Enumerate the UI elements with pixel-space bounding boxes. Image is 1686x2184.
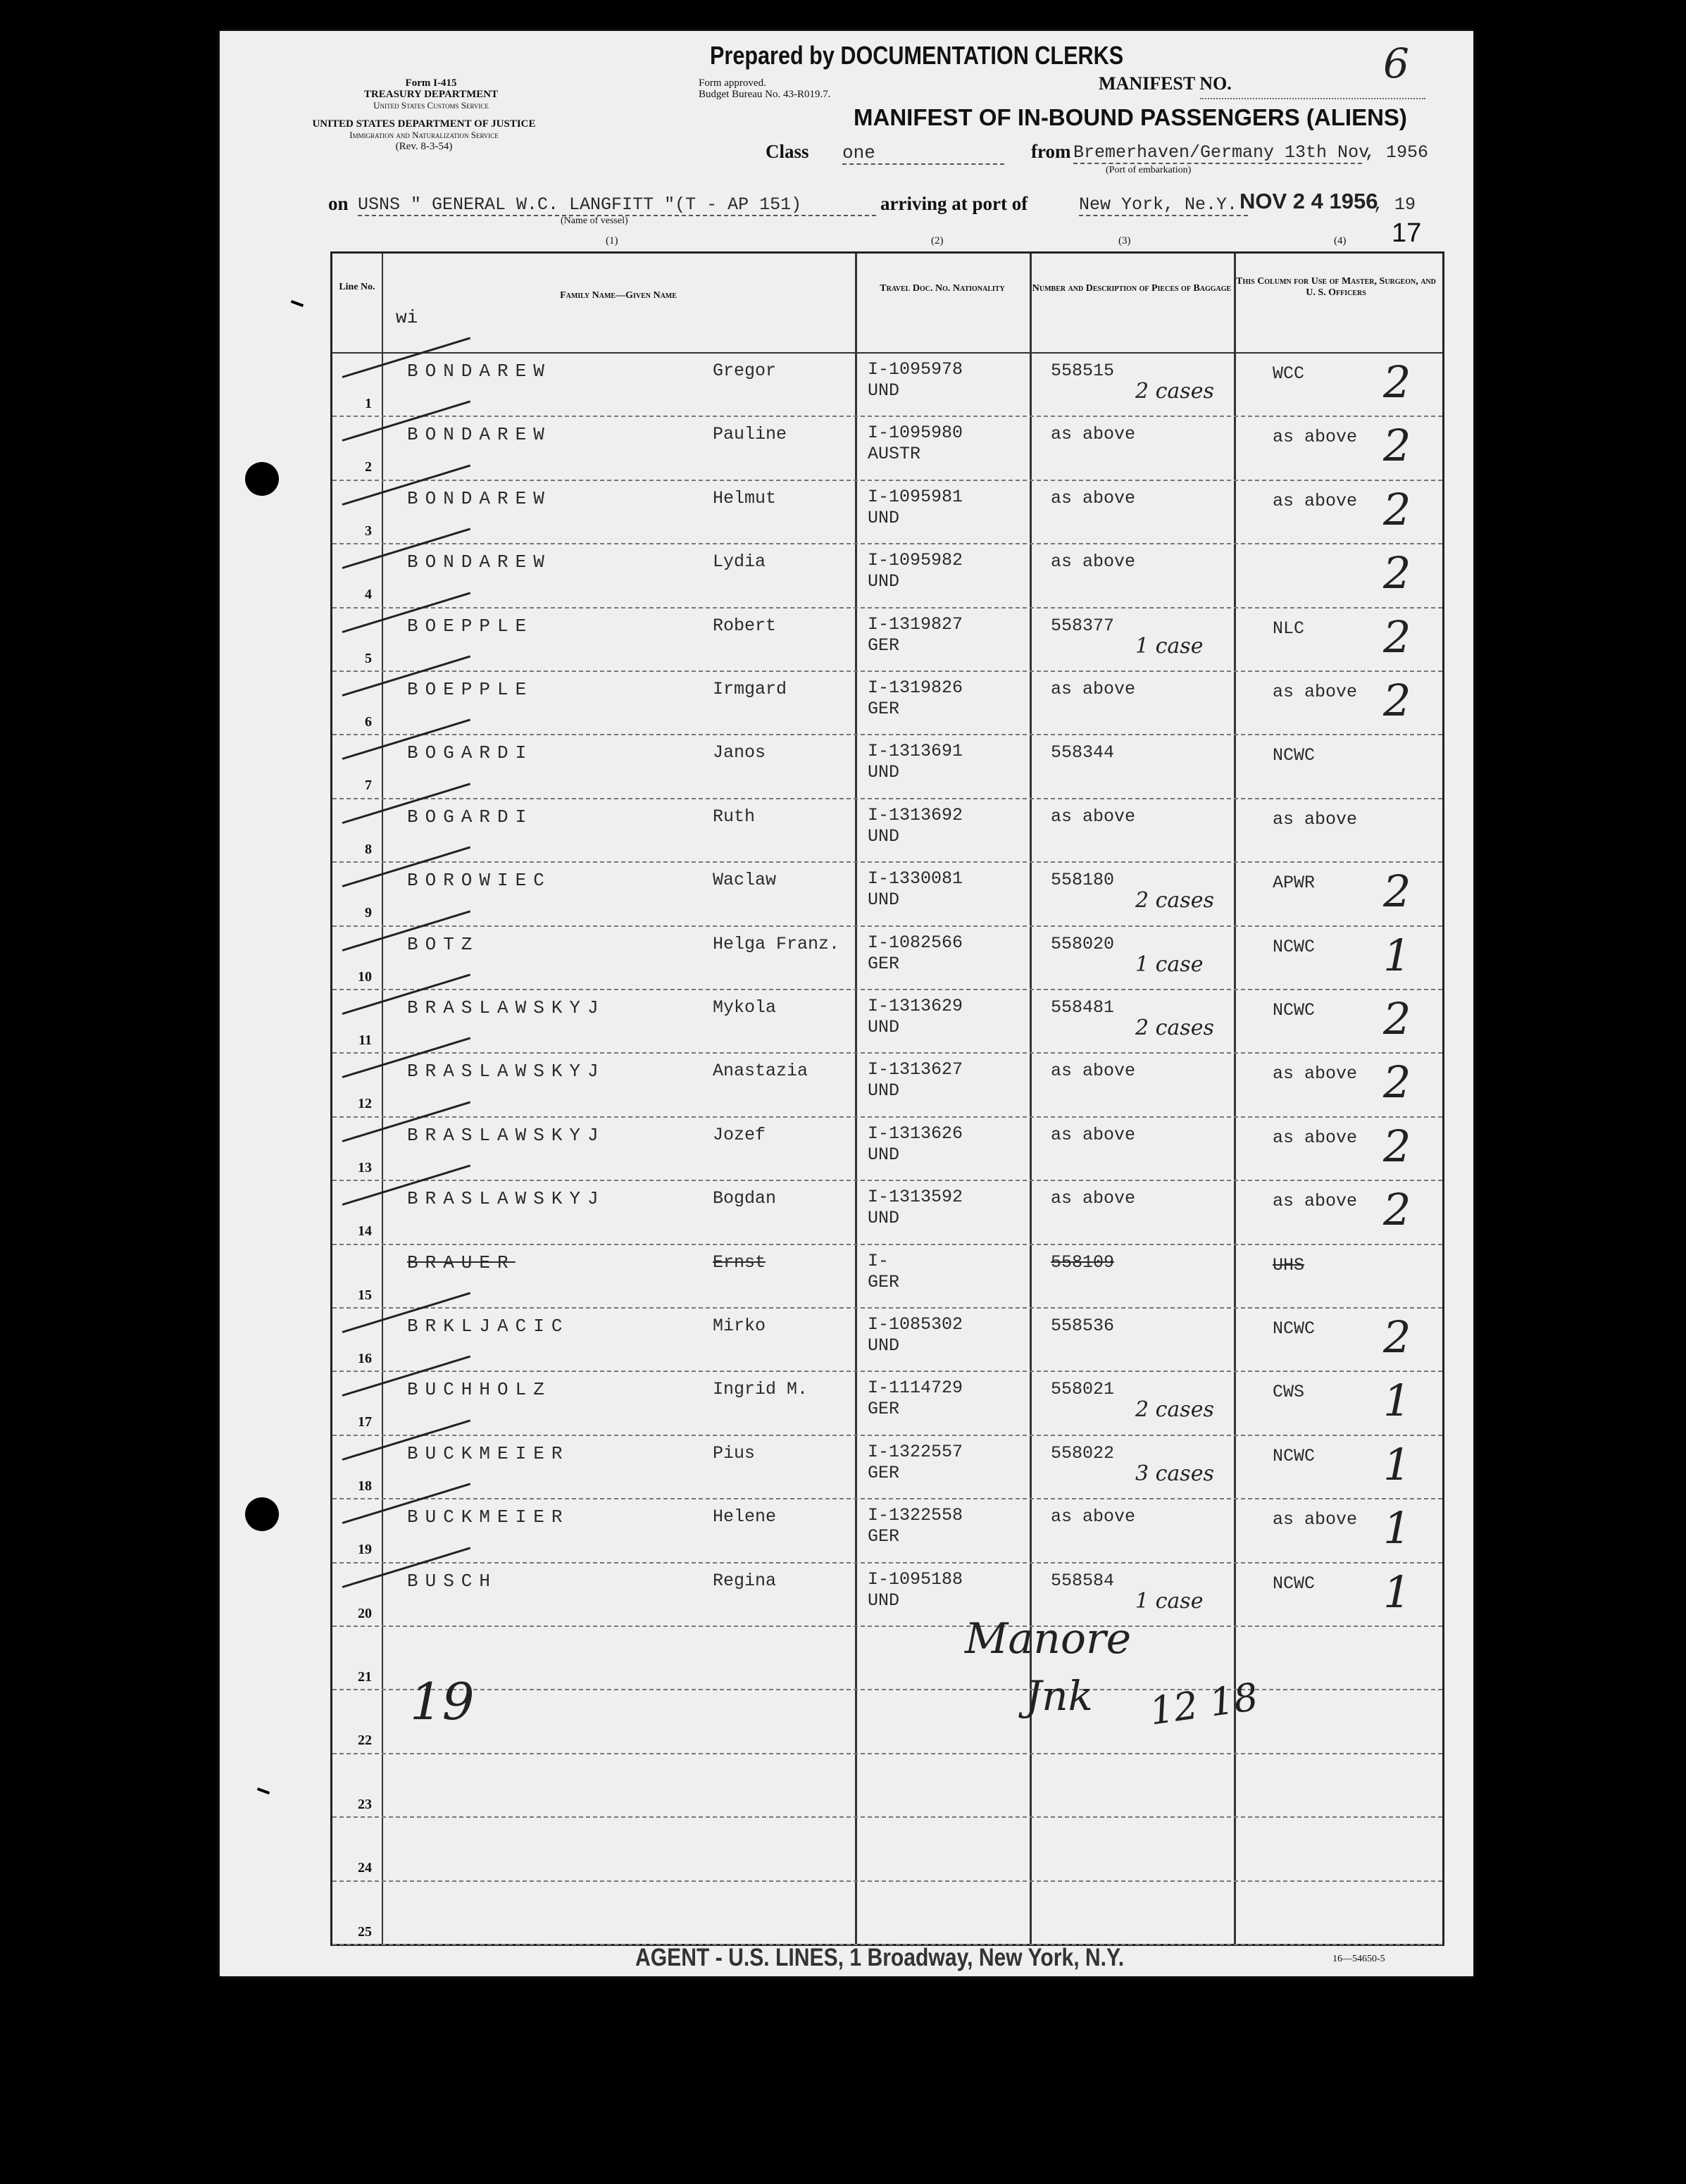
baggage-note: 3 cases bbox=[1135, 1461, 1214, 1486]
line-number: 19 bbox=[358, 1542, 372, 1558]
travel-doc-number: I-1095982 bbox=[868, 550, 963, 571]
line-number: 2 bbox=[365, 459, 372, 475]
travel-doc-number: I-1114729 bbox=[868, 1378, 963, 1399]
officer-code: as above bbox=[1273, 427, 1358, 448]
baggage-note: 2 cases bbox=[1135, 379, 1214, 404]
col-marker-2: (2) bbox=[931, 235, 944, 247]
prepared-by-stamp: Prepared by DOCUMENTATION CLERKS bbox=[710, 41, 1124, 70]
col-header-name: Family Name—Given Name bbox=[560, 290, 677, 301]
baggage-number: 558536 bbox=[1051, 1316, 1115, 1336]
arriving-label: arriving at port of bbox=[880, 193, 1028, 214]
from-year: , 1956 bbox=[1365, 142, 1429, 163]
given-name: Regina bbox=[713, 1570, 777, 1591]
table-row bbox=[332, 925, 1442, 990]
baggage-note: 1 case bbox=[1135, 1588, 1204, 1614]
line-number: 22 bbox=[358, 1733, 372, 1749]
travel-doc-number: I-1313629 bbox=[868, 996, 963, 1016]
nationality: UND bbox=[868, 1080, 900, 1102]
officer-code: as above bbox=[1273, 1509, 1358, 1530]
line-number: 14 bbox=[358, 1223, 372, 1240]
tally-mark: 2 bbox=[1383, 611, 1411, 663]
given-name: Lydia bbox=[713, 551, 766, 573]
travel-doc-number: I- bbox=[868, 1250, 889, 1271]
family-name: BONDAREW bbox=[407, 424, 551, 446]
handwritten-date-note: 12 18 bbox=[1147, 1674, 1261, 1734]
manifest-no-line bbox=[1200, 98, 1425, 99]
col-header-line-no: Line No. bbox=[339, 282, 375, 292]
nationality: UND bbox=[868, 380, 900, 401]
baggage-number: 558584 bbox=[1051, 1570, 1115, 1591]
baggage-number: as above bbox=[1051, 551, 1136, 573]
nationality: UND bbox=[868, 1144, 900, 1165]
nationality: GER bbox=[868, 1526, 900, 1547]
line-number: 4 bbox=[365, 587, 372, 603]
class-value: one bbox=[842, 142, 1004, 165]
line-number: 12 bbox=[358, 1096, 372, 1112]
travel-doc-number: I-1095981 bbox=[868, 486, 963, 507]
baggage-number: as above bbox=[1051, 1124, 1136, 1145]
arrival-port: New York, Ne.Y. bbox=[1079, 194, 1248, 216]
family-name: BOROWIEC bbox=[407, 870, 551, 892]
baggage-number: 558021 bbox=[1051, 1379, 1115, 1400]
family-name: BUCKMEIER bbox=[407, 1506, 570, 1528]
agent-footer: AGENT - U.S. LINES, 1 Broadway, New York, N.Y. bbox=[635, 1944, 1125, 1971]
travel-doc-number: I-1095978 bbox=[868, 359, 963, 380]
given-name: Waclaw bbox=[713, 870, 777, 891]
tally-mark: 2 bbox=[1383, 675, 1411, 726]
line-number: 10 bbox=[358, 968, 372, 985]
line-number: 16 bbox=[358, 1351, 372, 1366]
family-name: BRAUER bbox=[407, 1252, 516, 1273]
line-number: 18 bbox=[358, 1478, 372, 1494]
officer-code: as above bbox=[1273, 490, 1358, 511]
baggage-note: 2 cases bbox=[1135, 1397, 1214, 1423]
officer-code: as above bbox=[1273, 809, 1358, 830]
tally-mark: 1 bbox=[1383, 1502, 1411, 1554]
manifest-number: 6 bbox=[1383, 39, 1409, 87]
form-number: Form I-415 bbox=[405, 77, 457, 89]
family-name: BONDAREW bbox=[407, 361, 551, 382]
form-revision: (Rev. 8-3-54) bbox=[395, 141, 453, 152]
table-row bbox=[332, 1562, 1442, 1627]
given-name: Mirko bbox=[713, 1316, 766, 1336]
officer-code: NCWC bbox=[1273, 745, 1316, 766]
nationality: GER bbox=[868, 1399, 900, 1420]
col-marker-4: (4) bbox=[1334, 235, 1347, 247]
baggage-note: 2 cases bbox=[1135, 888, 1214, 913]
travel-doc-number: I-1313592 bbox=[868, 1187, 963, 1208]
nationality: UND bbox=[868, 890, 900, 911]
officer-code: NCWC bbox=[1273, 1318, 1316, 1339]
line-number: 3 bbox=[365, 523, 372, 539]
col-header-officers: This Column for Use of Master, Surgeon, and U. S. Officers bbox=[1236, 276, 1436, 298]
baggage-number: as above bbox=[1051, 1061, 1136, 1082]
baggage-number: as above bbox=[1051, 1506, 1136, 1528]
family-name: BRASLAWSKYJ bbox=[407, 1061, 606, 1082]
travel-doc-number: I-1095980 bbox=[868, 423, 963, 444]
manifest-no-label: MANIFEST NO. bbox=[1099, 73, 1232, 94]
table-row bbox=[332, 1689, 1442, 1754]
baggage-number: as above bbox=[1051, 424, 1136, 445]
nationality: GER bbox=[868, 635, 900, 656]
class-label: Class bbox=[766, 141, 809, 162]
baggage-number: 558180 bbox=[1051, 870, 1115, 891]
port-embarkation-caption: (Port of embarkation) bbox=[1106, 165, 1192, 175]
travel-doc-number: I-1319827 bbox=[868, 613, 963, 635]
family-name: BOEPPLE bbox=[407, 615, 534, 637]
travel-doc-number: I-1313692 bbox=[868, 804, 963, 825]
officer-code: NLC bbox=[1273, 618, 1305, 639]
family-name: BRASLAWSKYJ bbox=[407, 1188, 606, 1210]
baggage-number: 558020 bbox=[1051, 933, 1115, 954]
manifest-page bbox=[220, 31, 1473, 1976]
family-name: BONDAREW bbox=[407, 487, 551, 509]
table-row bbox=[332, 989, 1442, 1054]
baggage-number: as above bbox=[1051, 806, 1136, 827]
table-row bbox=[332, 798, 1442, 863]
justice-dept: UNITED STATES DEPARTMENT OF JUSTICE bbox=[312, 118, 536, 130]
family-name: BUSCH bbox=[407, 1570, 498, 1592]
line-number: 13 bbox=[358, 1159, 372, 1175]
line-number: 7 bbox=[365, 778, 372, 794]
given-name: Pauline bbox=[713, 424, 787, 445]
col-header-travel-doc: Travel Doc. No. Nationality bbox=[880, 283, 1005, 294]
family-name: BONDAREW bbox=[407, 551, 551, 573]
nationality: GER bbox=[868, 1271, 900, 1292]
officer-code: NCWC bbox=[1273, 1000, 1316, 1021]
travel-doc-number: I-1082566 bbox=[868, 932, 963, 953]
tally-mark: 2 bbox=[1383, 547, 1411, 599]
punch-hole-bottom bbox=[245, 1497, 279, 1531]
given-name: Helga Franz. bbox=[713, 933, 840, 954]
table-row bbox=[332, 480, 1442, 544]
given-name: Ernst bbox=[713, 1252, 766, 1273]
line-number: 6 bbox=[365, 714, 372, 730]
baggage-number: 558515 bbox=[1051, 361, 1115, 381]
given-name: Helmut bbox=[713, 487, 777, 508]
budget-bureau: Budget Bureau No. 43-R019.7. bbox=[699, 89, 831, 100]
passenger-table bbox=[330, 251, 1444, 1946]
line-number: 17 bbox=[358, 1414, 372, 1430]
table-row bbox=[332, 1052, 1442, 1117]
officer-code: WCC bbox=[1273, 363, 1305, 384]
handwritten-initials: Jnk bbox=[1025, 1672, 1093, 1720]
travel-doc-number: I-1313627 bbox=[868, 1059, 963, 1080]
from-label: from bbox=[1031, 141, 1071, 162]
family-name: BRKLJACIC bbox=[407, 1316, 570, 1337]
given-name: Mykola bbox=[713, 997, 777, 1018]
table-row bbox=[332, 1180, 1442, 1244]
line-number: 8 bbox=[365, 841, 372, 857]
family-name: BUCKMEIER bbox=[407, 1442, 570, 1464]
table-row bbox=[332, 1371, 1442, 1435]
tally-mark: 1 bbox=[1383, 1438, 1411, 1490]
col-marker-1: (1) bbox=[606, 235, 618, 247]
treasury-dept: TREASURY DEPARTMENT bbox=[363, 89, 499, 100]
top-annotation: wi bbox=[396, 307, 418, 328]
travel-doc-number: I-1322558 bbox=[868, 1505, 963, 1526]
given-name: Bogdan bbox=[713, 1188, 777, 1209]
nationality: UND bbox=[868, 507, 900, 528]
line-number: 1 bbox=[365, 396, 372, 411]
family-name: BRASLAWSKYJ bbox=[407, 1124, 606, 1146]
nationality: UND bbox=[868, 825, 900, 847]
officer-code: CWS bbox=[1273, 1382, 1305, 1403]
officer-code: NCWC bbox=[1273, 1573, 1316, 1594]
punch-hole-top bbox=[245, 462, 279, 496]
officer-code: NCWC bbox=[1273, 1445, 1316, 1466]
given-name: Anastazia bbox=[713, 1061, 808, 1082]
print-code: 16—54650-5 bbox=[1332, 1954, 1385, 1964]
baggage-number: as above bbox=[1051, 1188, 1136, 1209]
family-name: BOGARDI bbox=[407, 806, 534, 828]
baggage-number: as above bbox=[1051, 487, 1136, 508]
officer-code: NCWC bbox=[1273, 936, 1316, 957]
tally-mark: 2 bbox=[1383, 1056, 1411, 1109]
nationality: AUSTR bbox=[868, 444, 921, 465]
arrival-date-stamp: NOV 2 4 1956 bbox=[1239, 189, 1378, 213]
line-number: 5 bbox=[365, 650, 372, 666]
officer-code: as above bbox=[1273, 1127, 1358, 1148]
officer-code: UHS bbox=[1273, 1254, 1305, 1275]
page-number: 17 bbox=[1392, 218, 1422, 248]
tally-mark: 2 bbox=[1383, 483, 1411, 535]
given-name: Ruth bbox=[713, 806, 756, 827]
line-number: 9 bbox=[365, 905, 372, 921]
handwritten-signature: Manore bbox=[965, 1614, 1132, 1664]
given-name: Janos bbox=[713, 742, 766, 763]
tally-mark: 1 bbox=[1383, 1566, 1411, 1618]
table-row bbox=[332, 1244, 1442, 1309]
table-row bbox=[332, 1816, 1442, 1881]
nationality: GER bbox=[868, 953, 900, 974]
table-row bbox=[332, 1625, 1442, 1690]
given-name: Gregor bbox=[713, 361, 777, 381]
tally-mark: 2 bbox=[1383, 1120, 1411, 1172]
baggage-number: as above bbox=[1051, 679, 1136, 699]
table-row bbox=[332, 1753, 1442, 1818]
table-row bbox=[332, 543, 1442, 608]
nationality: GER bbox=[868, 1462, 900, 1483]
line-number: 24 bbox=[358, 1860, 372, 1876]
family-name: BUCHHOLZ bbox=[407, 1379, 551, 1401]
ins-service: Immigration and Naturalization Service bbox=[349, 130, 499, 140]
table-row bbox=[332, 352, 1442, 417]
approval-block bbox=[699, 77, 830, 100]
given-name: Robert bbox=[713, 615, 777, 636]
baggage-number: 558377 bbox=[1051, 615, 1115, 636]
nationality: UND bbox=[868, 1208, 900, 1229]
line-number: 21 bbox=[358, 1669, 372, 1685]
nationality: UND bbox=[868, 571, 900, 592]
officer-code: as above bbox=[1273, 1063, 1358, 1085]
line-number: 11 bbox=[358, 1032, 372, 1048]
tally-mark: 2 bbox=[1383, 1184, 1411, 1236]
family-name: BOTZ bbox=[407, 933, 480, 955]
line-number: 20 bbox=[358, 1605, 372, 1621]
family-name: BOEPPLE bbox=[407, 679, 534, 700]
line-number: 15 bbox=[358, 1287, 372, 1303]
baggage-note: 1 case bbox=[1135, 633, 1204, 659]
travel-doc-number: I-1313626 bbox=[868, 1123, 963, 1144]
travel-doc-number: I-1313691 bbox=[868, 741, 963, 762]
baggage-number: 558481 bbox=[1051, 997, 1115, 1018]
tally-mark: 2 bbox=[1383, 1311, 1411, 1363]
tally-mark: 2 bbox=[1383, 420, 1411, 472]
table-row bbox=[332, 1116, 1442, 1181]
from-value: Bremerhaven/Germany 13th Nov bbox=[1073, 142, 1370, 163]
table-row bbox=[332, 1498, 1442, 1563]
given-name: Ingrid M. bbox=[713, 1379, 808, 1400]
travel-doc-number: I-1330081 bbox=[868, 868, 963, 890]
form-block bbox=[325, 77, 537, 111]
officer-code: as above bbox=[1273, 682, 1358, 702]
table-row bbox=[332, 607, 1442, 672]
table-row bbox=[332, 1307, 1442, 1372]
given-name: Helene bbox=[713, 1506, 777, 1528]
given-name: Irmgard bbox=[713, 679, 787, 699]
baggage-number: 558344 bbox=[1051, 742, 1115, 763]
tally-mark: 2 bbox=[1383, 866, 1411, 918]
handwritten-total: 19 bbox=[410, 1672, 475, 1731]
table-row bbox=[332, 734, 1442, 799]
officer-code: APWR bbox=[1273, 873, 1316, 894]
baggage-number: 558022 bbox=[1051, 1442, 1115, 1464]
line-number: 25 bbox=[358, 1923, 372, 1940]
nationality: UND bbox=[868, 1590, 900, 1611]
col-marker-3: (3) bbox=[1118, 235, 1131, 247]
officer-code: as above bbox=[1273, 1191, 1358, 1212]
tally-mark: 2 bbox=[1383, 356, 1411, 408]
family-name: BRASLAWSKYJ bbox=[407, 997, 606, 1018]
given-name: Jozef bbox=[713, 1124, 766, 1145]
col-header-baggage: Number and Description of Pieces of Baggage bbox=[1032, 283, 1232, 294]
tally-mark: 1 bbox=[1383, 1375, 1411, 1427]
table-row bbox=[332, 861, 1442, 926]
baggage-number: 558109 bbox=[1051, 1252, 1115, 1273]
nationality: UND bbox=[868, 1335, 900, 1356]
line-number: 23 bbox=[358, 1796, 372, 1812]
baggage-note: 2 cases bbox=[1135, 1016, 1214, 1040]
vessel-name: USNS " GENERAL W.C. LANGFITT "(T - AP 151) bbox=[358, 194, 876, 216]
travel-doc-number: I-1095188 bbox=[868, 1568, 963, 1590]
travel-doc-number: I-1319826 bbox=[868, 678, 963, 698]
vessel-caption: (Name of vessel) bbox=[561, 216, 628, 226]
family-name: BOGARDI bbox=[407, 742, 534, 764]
table-row bbox=[332, 1880, 1442, 1945]
customs-service: United States Customs Service bbox=[373, 100, 489, 111]
table-row bbox=[332, 670, 1442, 735]
baggage-note: 1 case bbox=[1135, 951, 1204, 977]
nationality: UND bbox=[868, 762, 900, 783]
travel-doc-number: I-1322557 bbox=[868, 1441, 963, 1462]
nationality: UND bbox=[868, 1017, 900, 1037]
table-row bbox=[332, 1435, 1442, 1499]
justice-block bbox=[276, 118, 572, 152]
nationality: GER bbox=[868, 699, 900, 719]
tally-mark: 1 bbox=[1383, 929, 1411, 981]
tally-mark: 2 bbox=[1383, 993, 1411, 1044]
form-approved: Form approved. bbox=[699, 77, 766, 89]
given-name: Pius bbox=[713, 1442, 756, 1464]
on-label: on bbox=[328, 193, 349, 214]
manifest-title: MANIFEST OF IN-BOUND PASSENGERS (ALIENS) bbox=[854, 104, 1407, 130]
year-suffix: , 19 bbox=[1373, 194, 1416, 215]
table-row bbox=[332, 416, 1442, 480]
travel-doc-number: I-1085302 bbox=[868, 1314, 963, 1335]
